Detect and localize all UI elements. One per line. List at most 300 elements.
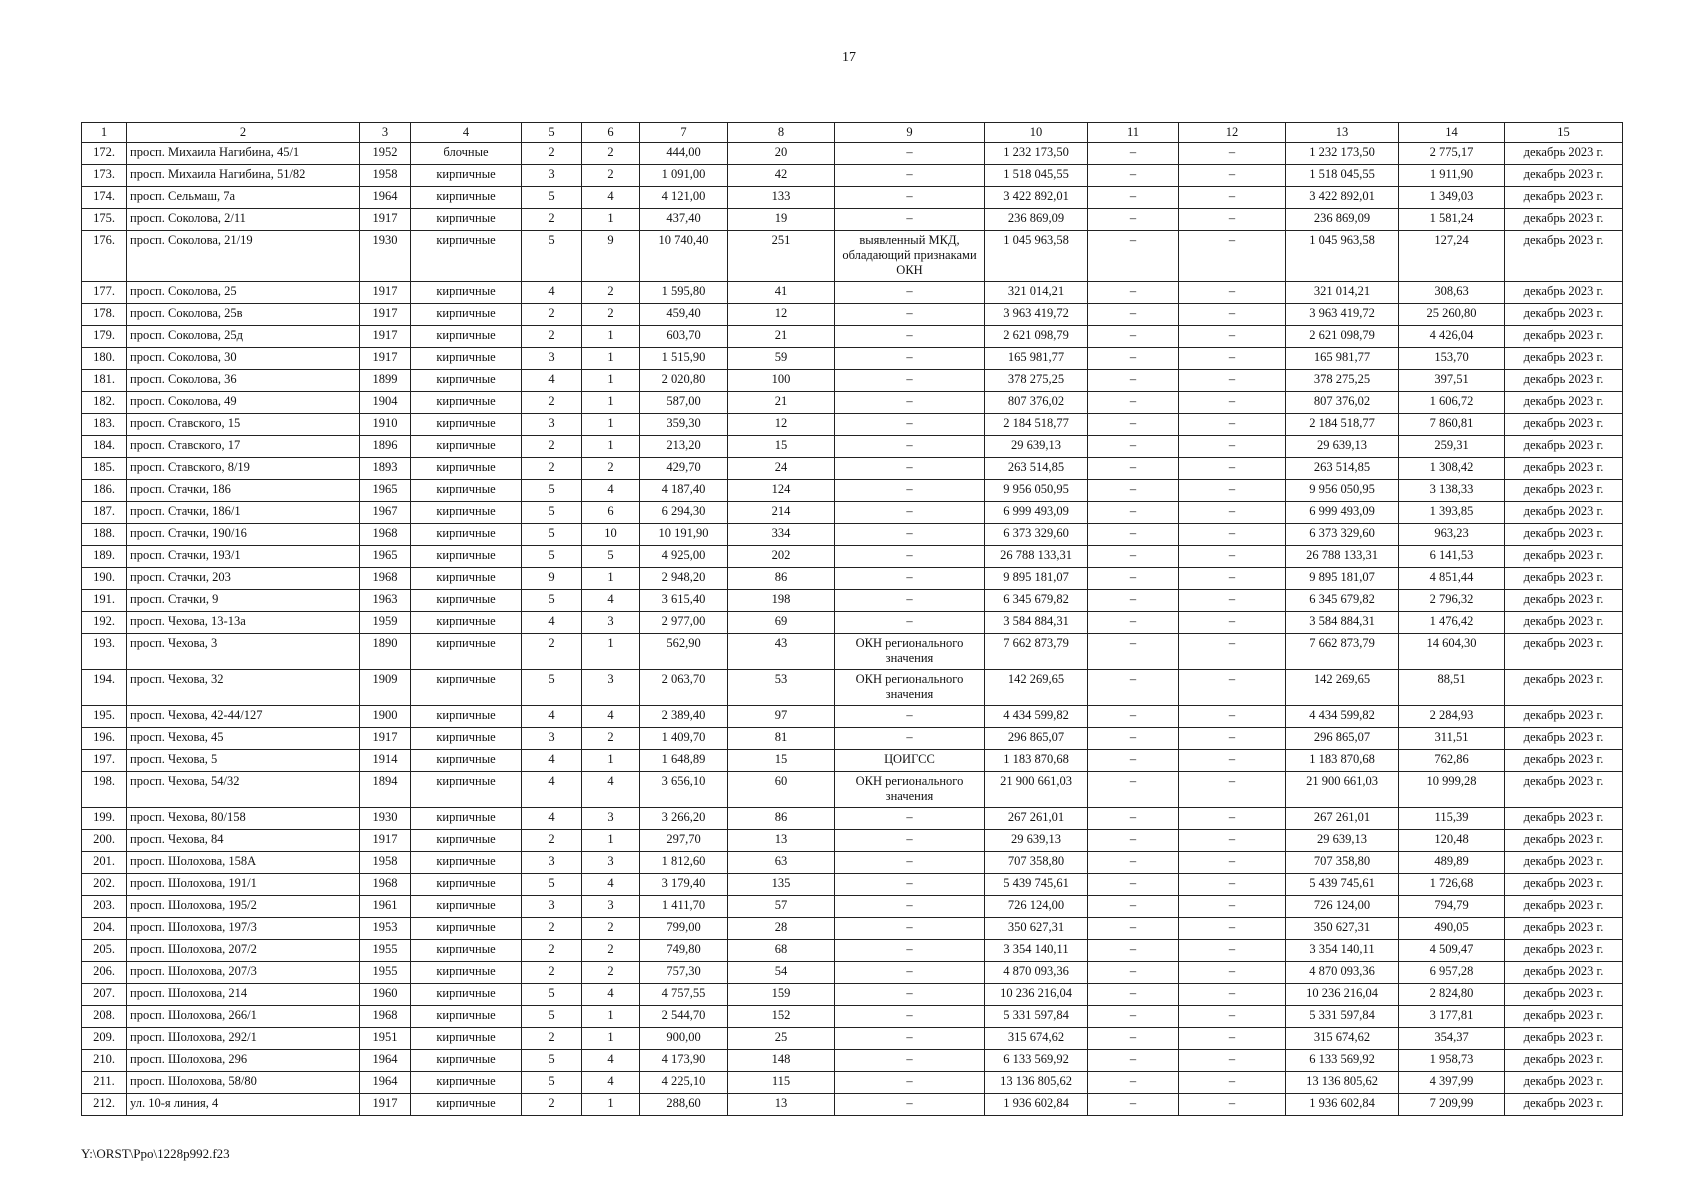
cell-col-4: кирпичные: [411, 1028, 522, 1050]
cell-col-8: 86: [728, 568, 835, 590]
cell-col-9: –: [835, 728, 985, 750]
cell-col-8: 13: [728, 830, 835, 852]
cell-col-4: кирпичные: [411, 896, 522, 918]
cell-col-2: просп. Чехова, 13-13а: [127, 612, 360, 634]
cell-col-11: –: [1088, 392, 1179, 414]
cell-col-11: –: [1088, 590, 1179, 612]
cell-col-1: 199.: [82, 808, 127, 830]
cell-col-8: 69: [728, 612, 835, 634]
cell-col-11: –: [1088, 728, 1179, 750]
cell-col-6: 3: [582, 808, 640, 830]
cell-col-8: 21: [728, 326, 835, 348]
cell-col-10: 29 639,13: [985, 436, 1088, 458]
cell-col-6: 6: [582, 502, 640, 524]
cell-col-6: 1: [582, 414, 640, 436]
cell-col-14: 1 606,72: [1399, 392, 1505, 414]
cell-col-5: 2: [522, 326, 582, 348]
cell-col-3: 1910: [360, 414, 411, 436]
cell-col-5: 5: [522, 546, 582, 568]
cell-col-1: 179.: [82, 326, 127, 348]
cell-col-7: 749,80: [640, 940, 728, 962]
cell-col-11: –: [1088, 1072, 1179, 1094]
cell-col-3: 1958: [360, 852, 411, 874]
cell-col-4: кирпичные: [411, 436, 522, 458]
cell-col-4: кирпичные: [411, 590, 522, 612]
cell-col-3: 1930: [360, 808, 411, 830]
cell-col-13: 9 895 181,07: [1286, 568, 1399, 590]
cell-col-1: 203.: [82, 896, 127, 918]
cell-col-14: 127,24: [1399, 231, 1505, 282]
cell-col-7: 4 121,00: [640, 187, 728, 209]
cell-col-1: 202.: [82, 874, 127, 896]
cell-col-5: 2: [522, 918, 582, 940]
cell-col-1: 210.: [82, 1050, 127, 1072]
cell-col-15: декабрь 2023 г.: [1505, 940, 1623, 962]
cell-col-10: 378 275,25: [985, 370, 1088, 392]
column-header-14: 14: [1399, 123, 1505, 143]
cell-col-3: 1968: [360, 524, 411, 546]
cell-col-1: 187.: [82, 502, 127, 524]
cell-col-6: 2: [582, 918, 640, 940]
cell-col-8: 41: [728, 282, 835, 304]
cell-col-9: –: [835, 187, 985, 209]
cell-col-12: –: [1179, 1028, 1286, 1050]
cell-col-5: 5: [522, 1006, 582, 1028]
cell-col-11: –: [1088, 546, 1179, 568]
cell-col-14: 7 860,81: [1399, 414, 1505, 436]
table-row: [82, 918, 1623, 940]
cell-col-13: 726 124,00: [1286, 896, 1399, 918]
table-row: [82, 728, 1623, 750]
cell-col-11: –: [1088, 984, 1179, 1006]
cell-col-6: 4: [582, 1072, 640, 1094]
cell-col-11: –: [1088, 612, 1179, 634]
cell-col-15: декабрь 2023 г.: [1505, 392, 1623, 414]
cell-col-7: 297,70: [640, 830, 728, 852]
column-header-13: 13: [1286, 123, 1399, 143]
cell-col-2: просп. Чехова, 42-44/127: [127, 706, 360, 728]
cell-col-2: просп. Михаила Нагибина, 51/82: [127, 165, 360, 187]
cell-col-2: просп. Ставского, 15: [127, 414, 360, 436]
cell-col-1: 197.: [82, 750, 127, 772]
cell-col-15: декабрь 2023 г.: [1505, 772, 1623, 808]
cell-col-8: 135: [728, 874, 835, 896]
cell-col-8: 97: [728, 706, 835, 728]
cell-col-5: 3: [522, 348, 582, 370]
cell-col-7: 4 925,00: [640, 546, 728, 568]
cell-col-8: 68: [728, 940, 835, 962]
cell-col-10: 263 514,85: [985, 458, 1088, 480]
cell-col-4: кирпичные: [411, 918, 522, 940]
cell-col-6: 1: [582, 209, 640, 231]
cell-col-1: 196.: [82, 728, 127, 750]
cell-col-4: кирпичные: [411, 612, 522, 634]
cell-col-1: 209.: [82, 1028, 127, 1050]
column-header-2: 2: [127, 123, 360, 143]
cell-col-3: 1914: [360, 750, 411, 772]
table-row: [82, 458, 1623, 480]
cell-col-7: 6 294,30: [640, 502, 728, 524]
cell-col-8: 251: [728, 231, 835, 282]
cell-col-12: –: [1179, 808, 1286, 830]
cell-col-4: кирпичные: [411, 524, 522, 546]
cell-col-9: –: [835, 1028, 985, 1050]
column-header-6: 6: [582, 123, 640, 143]
cell-col-8: 19: [728, 209, 835, 231]
cell-col-9: –: [835, 480, 985, 502]
cell-col-11: –: [1088, 1028, 1179, 1050]
cell-col-12: –: [1179, 524, 1286, 546]
cell-col-10: 707 358,80: [985, 852, 1088, 874]
cell-col-12: –: [1179, 634, 1286, 670]
cell-col-6: 3: [582, 612, 640, 634]
cell-col-6: 4: [582, 874, 640, 896]
cell-col-15: декабрь 2023 г.: [1505, 282, 1623, 304]
cell-col-13: 4 870 093,36: [1286, 962, 1399, 984]
cell-col-5: 3: [522, 165, 582, 187]
cell-col-8: 13: [728, 1094, 835, 1116]
cell-col-5: 2: [522, 1094, 582, 1116]
cell-col-1: 181.: [82, 370, 127, 392]
cell-col-7: 757,30: [640, 962, 728, 984]
cell-col-13: 13 136 805,62: [1286, 1072, 1399, 1094]
cell-col-13: 2 621 098,79: [1286, 326, 1399, 348]
cell-col-3: 1917: [360, 326, 411, 348]
cell-col-11: –: [1088, 852, 1179, 874]
cell-col-1: 200.: [82, 830, 127, 852]
cell-col-12: –: [1179, 706, 1286, 728]
cell-col-1: 212.: [82, 1094, 127, 1116]
table-row: [82, 282, 1623, 304]
cell-col-8: 21: [728, 392, 835, 414]
cell-col-8: 133: [728, 187, 835, 209]
cell-col-14: 120,48: [1399, 830, 1505, 852]
cell-col-6: 5: [582, 546, 640, 568]
cell-col-10: 9 895 181,07: [985, 568, 1088, 590]
cell-col-8: 12: [728, 414, 835, 436]
cell-col-4: кирпичные: [411, 1050, 522, 1072]
cell-col-7: 1 409,70: [640, 728, 728, 750]
cell-col-3: 1900: [360, 706, 411, 728]
cell-col-13: 21 900 661,03: [1286, 772, 1399, 808]
cell-col-7: 1 515,90: [640, 348, 728, 370]
cell-col-6: 1: [582, 326, 640, 348]
column-header-12: 12: [1179, 123, 1286, 143]
cell-col-8: 148: [728, 1050, 835, 1072]
cell-col-14: 4 851,44: [1399, 568, 1505, 590]
cell-col-6: 2: [582, 165, 640, 187]
cell-col-13: 807 376,02: [1286, 392, 1399, 414]
cell-col-8: 81: [728, 728, 835, 750]
cell-col-2: просп. Шолохова, 58/80: [127, 1072, 360, 1094]
cell-col-3: 1917: [360, 348, 411, 370]
cell-col-11: –: [1088, 896, 1179, 918]
cell-col-15: декабрь 2023 г.: [1505, 502, 1623, 524]
cell-col-15: декабрь 2023 г.: [1505, 546, 1623, 568]
cell-col-6: 3: [582, 852, 640, 874]
cell-col-1: 184.: [82, 436, 127, 458]
cell-col-7: 1 411,70: [640, 896, 728, 918]
cell-col-9: –: [835, 1006, 985, 1028]
cell-col-7: 1 595,80: [640, 282, 728, 304]
cell-col-14: 1 911,90: [1399, 165, 1505, 187]
cell-col-10: 3 584 884,31: [985, 612, 1088, 634]
cell-col-3: 1890: [360, 634, 411, 670]
cell-col-8: 124: [728, 480, 835, 502]
cell-col-13: 1 183 870,68: [1286, 750, 1399, 772]
cell-col-10: 726 124,00: [985, 896, 1088, 918]
cell-col-14: 2 775,17: [1399, 143, 1505, 165]
cell-col-11: –: [1088, 348, 1179, 370]
cell-col-9: –: [835, 852, 985, 874]
cell-col-11: –: [1088, 231, 1179, 282]
cell-col-15: декабрь 2023 г.: [1505, 1094, 1623, 1116]
cell-col-15: декабрь 2023 г.: [1505, 1006, 1623, 1028]
cell-col-1: 204.: [82, 918, 127, 940]
cell-col-2: просп. Чехова, 84: [127, 830, 360, 852]
cell-col-7: 799,00: [640, 918, 728, 940]
cell-col-15: декабрь 2023 г.: [1505, 480, 1623, 502]
cell-col-5: 4: [522, 808, 582, 830]
cell-col-5: 5: [522, 874, 582, 896]
cell-col-13: 296 865,07: [1286, 728, 1399, 750]
cell-col-6: 1: [582, 568, 640, 590]
cell-col-4: кирпичные: [411, 1094, 522, 1116]
cell-col-11: –: [1088, 370, 1179, 392]
cell-col-14: 25 260,80: [1399, 304, 1505, 326]
cell-col-13: 142 269,65: [1286, 670, 1399, 706]
cell-col-1: 208.: [82, 1006, 127, 1028]
cell-col-3: 1965: [360, 546, 411, 568]
cell-col-10: 6 373 329,60: [985, 524, 1088, 546]
cell-col-6: 2: [582, 940, 640, 962]
cell-col-5: 2: [522, 634, 582, 670]
cell-col-12: –: [1179, 414, 1286, 436]
cell-col-10: 9 956 050,95: [985, 480, 1088, 502]
cell-col-9: –: [835, 896, 985, 918]
cell-col-9: –: [835, 326, 985, 348]
cell-col-2: ул. 10-я линия, 4: [127, 1094, 360, 1116]
cell-col-9: –: [835, 502, 985, 524]
cell-col-9: –: [835, 143, 985, 165]
cell-col-3: 1955: [360, 940, 411, 962]
cell-col-1: 193.: [82, 634, 127, 670]
cell-col-14: 308,63: [1399, 282, 1505, 304]
cell-col-8: 42: [728, 165, 835, 187]
cell-col-15: декабрь 2023 г.: [1505, 706, 1623, 728]
cell-col-14: 963,23: [1399, 524, 1505, 546]
cell-col-11: –: [1088, 1094, 1179, 1116]
cell-col-6: 1: [582, 370, 640, 392]
cell-col-6: 3: [582, 896, 640, 918]
cell-col-14: 259,31: [1399, 436, 1505, 458]
cell-col-4: кирпичные: [411, 830, 522, 852]
column-header-4: 4: [411, 123, 522, 143]
column-header-7: 7: [640, 123, 728, 143]
cell-col-13: 1 045 963,58: [1286, 231, 1399, 282]
cell-col-6: 1: [582, 830, 640, 852]
cell-col-14: 153,70: [1399, 348, 1505, 370]
cell-col-11: –: [1088, 209, 1179, 231]
cell-col-3: 1952: [360, 143, 411, 165]
cell-col-4: кирпичные: [411, 984, 522, 1006]
table-row: [82, 590, 1623, 612]
table-row: [82, 165, 1623, 187]
cell-col-13: 6 133 569,92: [1286, 1050, 1399, 1072]
cell-col-14: 14 604,30: [1399, 634, 1505, 670]
cell-col-8: 59: [728, 348, 835, 370]
cell-col-15: декабрь 2023 г.: [1505, 808, 1623, 830]
cell-col-3: 1951: [360, 1028, 411, 1050]
cell-col-3: 1965: [360, 480, 411, 502]
cell-col-10: 26 788 133,31: [985, 546, 1088, 568]
table-row: [82, 1050, 1623, 1072]
cell-col-2: просп. Ставского, 17: [127, 436, 360, 458]
cell-col-13: 1 232 173,50: [1286, 143, 1399, 165]
cell-col-6: 1: [582, 348, 640, 370]
cell-col-4: кирпичные: [411, 326, 522, 348]
cell-col-12: –: [1179, 326, 1286, 348]
cell-col-5: 2: [522, 830, 582, 852]
cell-col-9: –: [835, 940, 985, 962]
cell-col-4: кирпичные: [411, 808, 522, 830]
cell-col-2: просп. Чехова, 80/158: [127, 808, 360, 830]
cell-col-14: 4 426,04: [1399, 326, 1505, 348]
table-row: [82, 304, 1623, 326]
cell-col-2: просп. Стачки, 9: [127, 590, 360, 612]
cell-col-3: 1893: [360, 458, 411, 480]
cell-col-9: –: [835, 568, 985, 590]
column-header-10: 10: [985, 123, 1088, 143]
cell-col-12: –: [1179, 670, 1286, 706]
cell-col-11: –: [1088, 143, 1179, 165]
cell-col-1: 189.: [82, 546, 127, 568]
cell-col-3: 1904: [360, 392, 411, 414]
cell-col-15: декабрь 2023 г.: [1505, 165, 1623, 187]
cell-col-14: 4 397,99: [1399, 1072, 1505, 1094]
cell-col-14: 1 581,24: [1399, 209, 1505, 231]
cell-col-2: просп. Стачки, 203: [127, 568, 360, 590]
table-row: [82, 348, 1623, 370]
cell-col-3: 1917: [360, 830, 411, 852]
cell-col-4: кирпичные: [411, 1006, 522, 1028]
cell-col-13: 3 422 892,01: [1286, 187, 1399, 209]
cell-col-6: 4: [582, 772, 640, 808]
cell-col-6: 4: [582, 480, 640, 502]
cell-col-4: кирпичные: [411, 348, 522, 370]
cell-col-7: 213,20: [640, 436, 728, 458]
cell-col-5: 3: [522, 852, 582, 874]
cell-col-4: кирпичные: [411, 1072, 522, 1094]
cell-col-7: 10 740,40: [640, 231, 728, 282]
cell-col-10: 236 869,09: [985, 209, 1088, 231]
cell-col-10: 321 014,21: [985, 282, 1088, 304]
cell-col-3: 1964: [360, 187, 411, 209]
cell-col-2: просп. Соколова, 2/11: [127, 209, 360, 231]
cell-col-2: просп. Стачки, 193/1: [127, 546, 360, 568]
cell-col-9: ЦОИГСС: [835, 750, 985, 772]
cell-col-2: просп. Шолохова, 195/2: [127, 896, 360, 918]
table-row: [82, 524, 1623, 546]
cell-col-10: 2 184 518,77: [985, 414, 1088, 436]
cell-col-4: кирпичные: [411, 165, 522, 187]
cell-col-7: 2 020,80: [640, 370, 728, 392]
cell-col-3: 1968: [360, 568, 411, 590]
cell-col-5: 5: [522, 524, 582, 546]
cell-col-12: –: [1179, 940, 1286, 962]
cell-col-11: –: [1088, 634, 1179, 670]
cell-col-10: 29 639,13: [985, 830, 1088, 852]
cell-col-5: 2: [522, 304, 582, 326]
cell-col-15: декабрь 2023 г.: [1505, 304, 1623, 326]
cell-col-11: –: [1088, 918, 1179, 940]
cell-col-4: кирпичные: [411, 706, 522, 728]
cell-col-1: 182.: [82, 392, 127, 414]
cell-col-5: 3: [522, 414, 582, 436]
table-row: [82, 392, 1623, 414]
cell-col-13: 315 674,62: [1286, 1028, 1399, 1050]
cell-col-8: 15: [728, 436, 835, 458]
cell-col-1: 207.: [82, 984, 127, 1006]
cell-col-2: просп. Стачки, 190/16: [127, 524, 360, 546]
cell-col-9: –: [835, 706, 985, 728]
cell-col-7: 587,00: [640, 392, 728, 414]
cell-col-7: 444,00: [640, 143, 728, 165]
cell-col-14: 354,37: [1399, 1028, 1505, 1050]
cell-col-13: 4 434 599,82: [1286, 706, 1399, 728]
cell-col-8: 54: [728, 962, 835, 984]
table-row: [82, 502, 1623, 524]
cell-col-1: 194.: [82, 670, 127, 706]
cell-col-15: декабрь 2023 г.: [1505, 962, 1623, 984]
cell-col-4: кирпичные: [411, 750, 522, 772]
cell-col-14: 2 796,32: [1399, 590, 1505, 612]
cell-col-4: кирпичные: [411, 480, 522, 502]
cell-col-5: 2: [522, 1028, 582, 1050]
cell-col-13: 29 639,13: [1286, 436, 1399, 458]
cell-col-11: –: [1088, 750, 1179, 772]
cell-col-8: 202: [728, 546, 835, 568]
cell-col-8: 100: [728, 370, 835, 392]
cell-col-10: 3 354 140,11: [985, 940, 1088, 962]
cell-col-11: –: [1088, 940, 1179, 962]
cell-col-7: 288,60: [640, 1094, 728, 1116]
table-row: [82, 940, 1623, 962]
cell-col-3: 1917: [360, 728, 411, 750]
cell-col-13: 378 275,25: [1286, 370, 1399, 392]
cell-col-12: –: [1179, 348, 1286, 370]
column-header-1: 1: [82, 123, 127, 143]
cell-col-4: кирпичные: [411, 962, 522, 984]
cell-col-4: кирпичные: [411, 874, 522, 896]
cell-col-9: –: [835, 414, 985, 436]
table-row: [82, 1006, 1623, 1028]
cell-col-4: кирпичные: [411, 392, 522, 414]
cell-col-10: 350 627,31: [985, 918, 1088, 940]
cell-col-5: 5: [522, 984, 582, 1006]
cell-col-12: –: [1179, 480, 1286, 502]
cell-col-13: 6 373 329,60: [1286, 524, 1399, 546]
cell-col-6: 2: [582, 304, 640, 326]
cell-col-7: 3 266,20: [640, 808, 728, 830]
cell-col-12: –: [1179, 187, 1286, 209]
cell-col-10: 1 936 602,84: [985, 1094, 1088, 1116]
cell-col-6: 4: [582, 706, 640, 728]
cell-col-15: декабрь 2023 г.: [1505, 670, 1623, 706]
cell-col-3: 1896: [360, 436, 411, 458]
cell-col-13: 165 981,77: [1286, 348, 1399, 370]
table-header-row: [82, 123, 1623, 143]
